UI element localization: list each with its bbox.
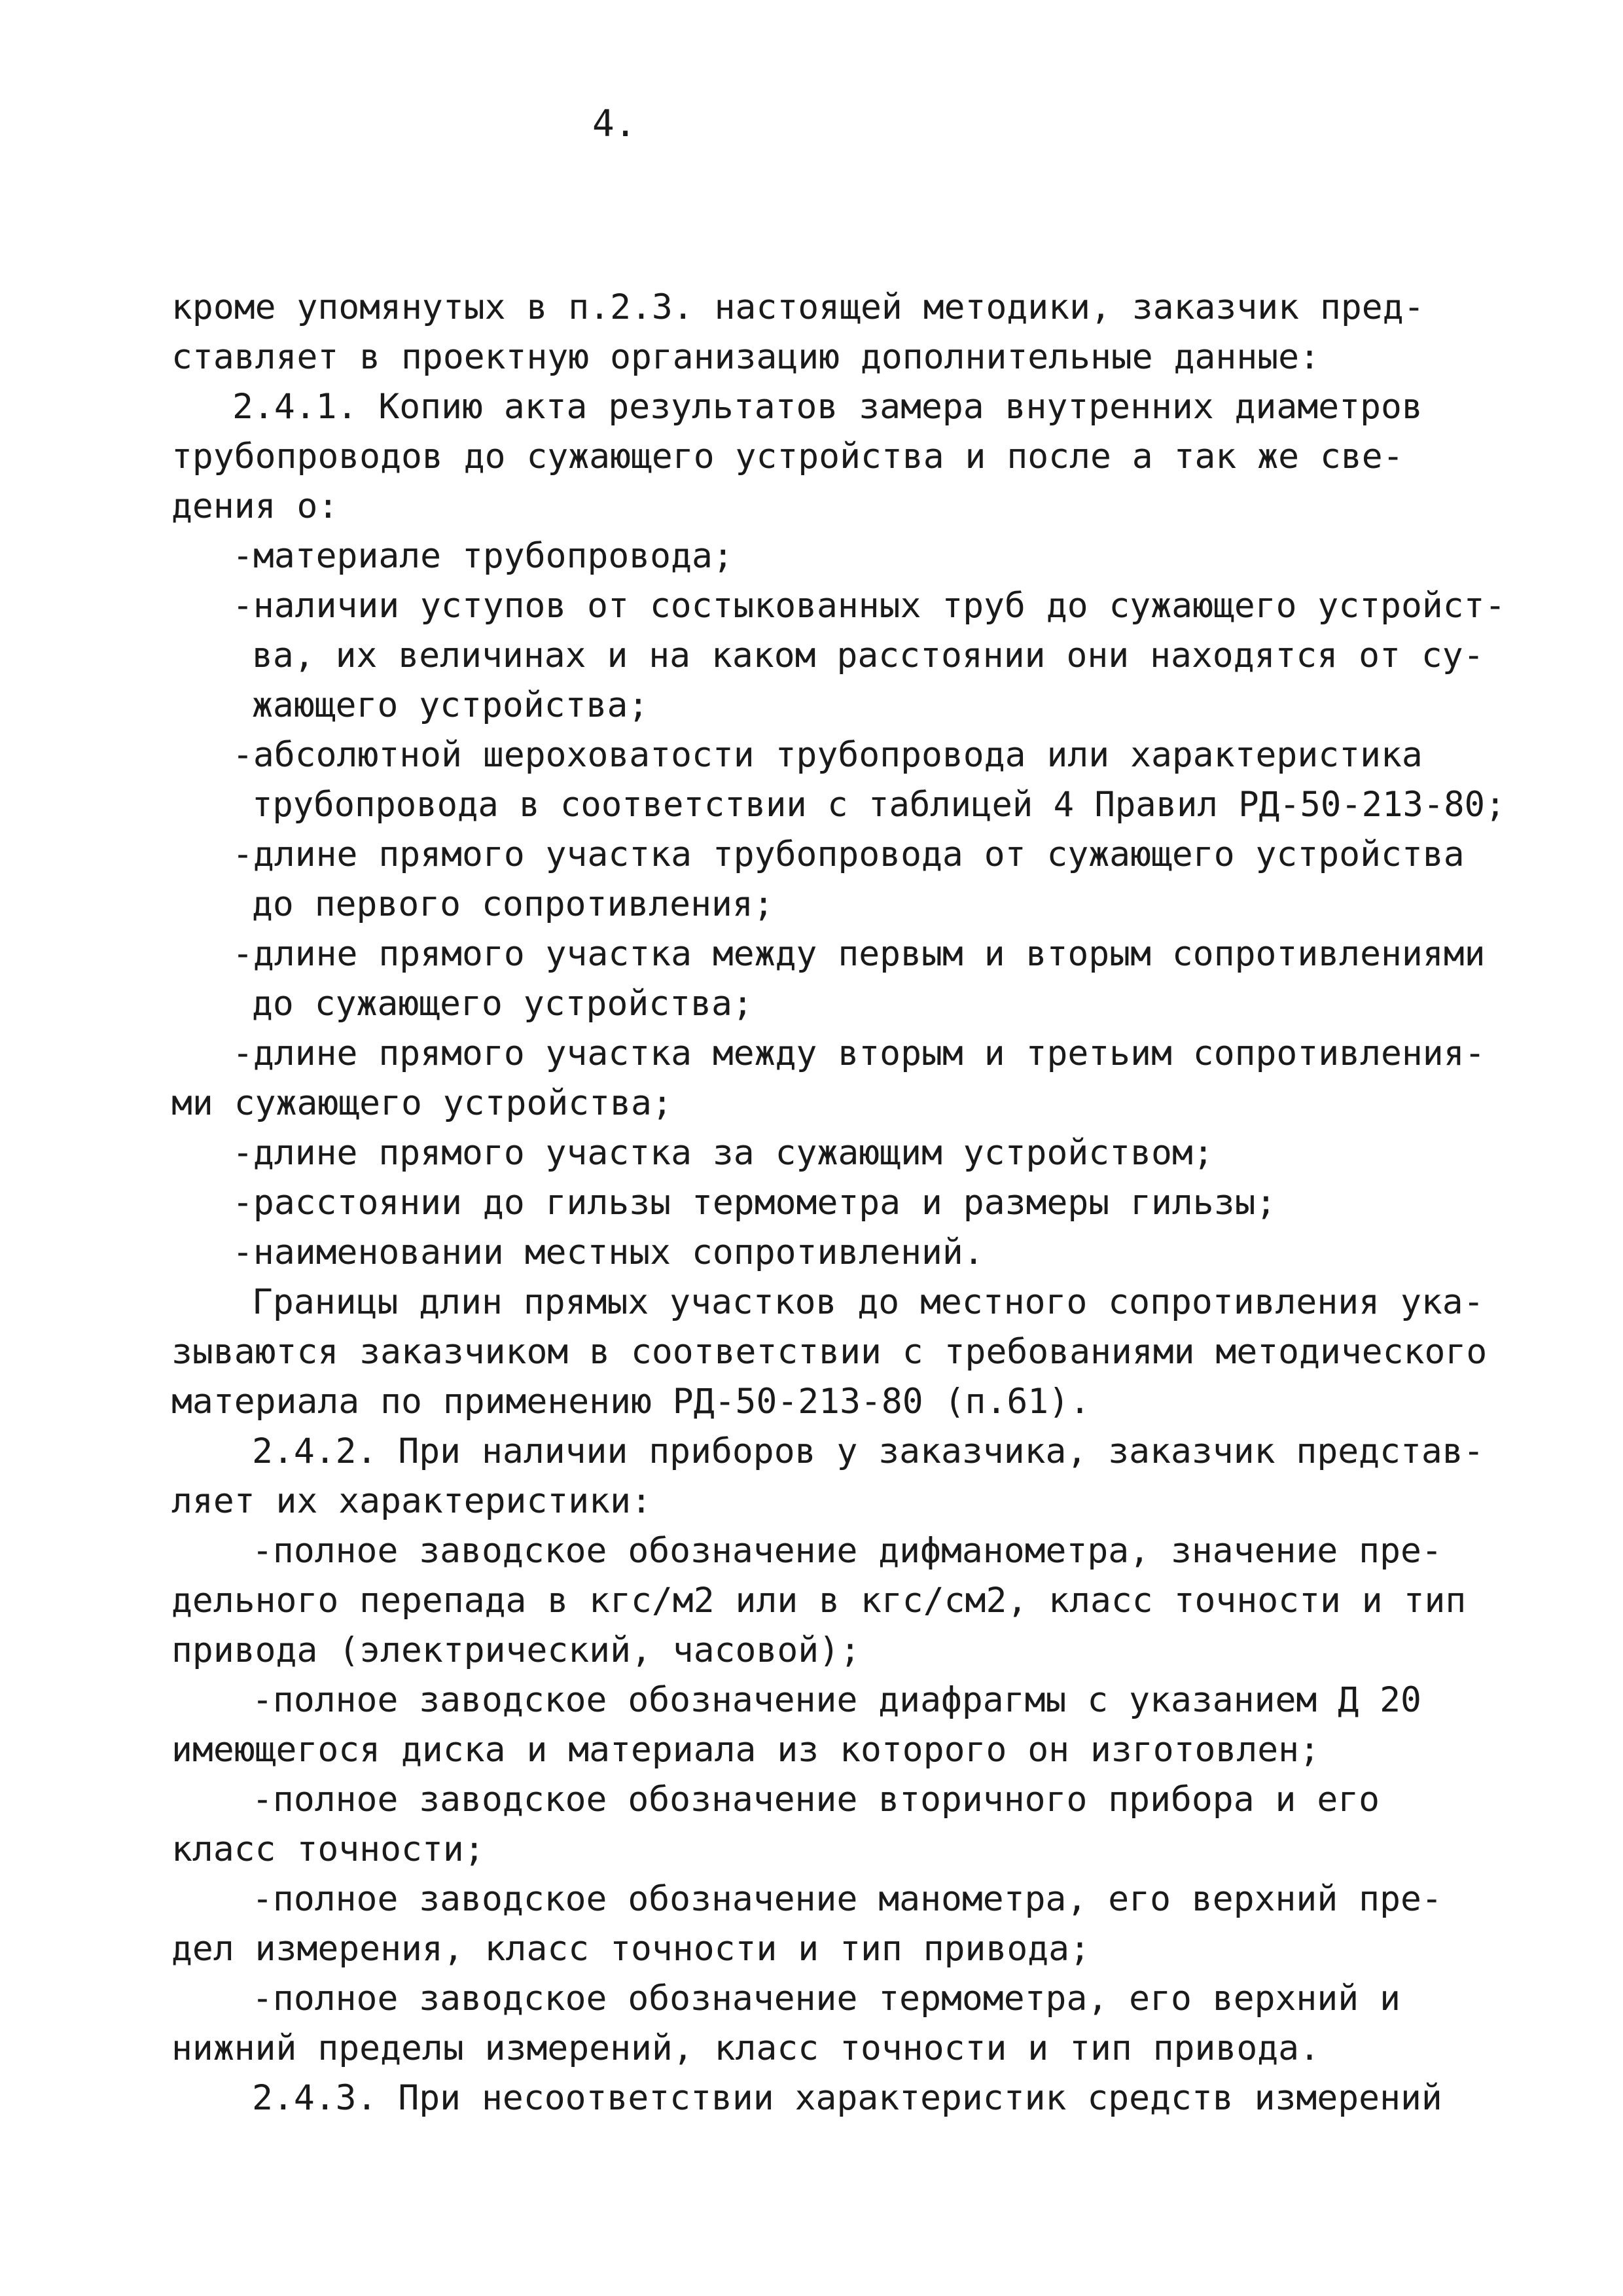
text-line: -наименовании местных сопротивлений. — [232, 1232, 984, 1272]
text-line: ва, их величинах и на каком расстоянии они находятся от су- — [252, 636, 1484, 675]
text-line: нижний пределы измерений, класс точности и тип привода. — [171, 2028, 1320, 2068]
text-line: ляет их характеристики: — [171, 1481, 652, 1521]
text-line: кроме упомянутых в п.2.3. настоящей методики, заказчик пред- — [171, 287, 1425, 327]
text-line: -полное заводское обозначение дифманометра, значение пре- — [252, 1531, 1442, 1571]
text-line: -абсолютной шероховатости трубопровода или характеристика — [232, 735, 1423, 775]
text-line: 2.4.1. Копию акта результатов замера внутренних диаметров — [232, 387, 1423, 427]
text-line: ставляет в проектную организацию дополнительные данные: — [171, 337, 1320, 377]
text-line: трубопровода в соответствии с таблицей 4 Правил РД-50-213-80; — [252, 785, 1506, 825]
text-line: ми сужающего устройства; — [171, 1083, 673, 1123]
text-line: 2.4.3. При несоответствии характеристик средств измерений — [252, 2078, 1442, 2118]
text-line: -полное заводское обозначение манометра, его верхний пре- — [252, 1879, 1442, 1919]
text-line: материала по применению РД-50-213-80 (п.61). — [171, 1382, 1090, 1422]
text-line: дельного перепада в кгс/м2 или в кгс/см2, класс точности и тип — [171, 1581, 1467, 1621]
text-line: -длине прямого участка за сужающим устройством; — [232, 1133, 1214, 1173]
text-line: привода (электрический, часовой); — [171, 1630, 861, 1670]
text-line: класс точности; — [171, 1829, 485, 1869]
text-line: -длине прямого участка между первым и вторым сопротивлениями — [232, 934, 1486, 974]
text-line: -длине прямого участка между вторым и третьим сопротивления- — [232, 1033, 1486, 1073]
text-line: -наличии уступов от состыкованных труб до сужающего устройст- — [232, 586, 1506, 626]
text-line: дения о: — [171, 486, 339, 526]
text-line: дел измерения, класс точности и тип привода; — [171, 1929, 1090, 1969]
text-line: до первого сопротивления; — [252, 884, 774, 924]
text-line: трубопроводов до сужающего устройства и после а так же све- — [171, 437, 1404, 476]
text-line: 2.4.2. При наличии приборов у заказчика, заказчик представ- — [252, 1431, 1484, 1471]
text-line: -полное заводское обозначение вторичного прибора и его — [252, 1780, 1380, 1820]
page-number: 4. — [592, 103, 637, 145]
text-line: -материале трубопровода; — [232, 536, 734, 576]
text-line: зываются заказчиком в соответствии с требованиями методического — [171, 1332, 1488, 1372]
text-line: имеющегося диска и материала из которого он изготовлен; — [171, 1730, 1320, 1770]
text-line: -полное заводское обозначение диафрагмы с указанием Д 20 — [252, 1680, 1421, 1720]
text-line: -длине прямого участка трубопровода от сужающего устройства — [232, 834, 1465, 874]
text-line: жающего устройства; — [252, 685, 649, 725]
text-line: -расстоянии до гильзы термометра и размеры гильзы; — [232, 1183, 1277, 1223]
text-line: до сужающего устройства; — [252, 984, 753, 1024]
text-line: -полное заводское обозначение термометра, его верхний и — [252, 1979, 1400, 2018]
text-line: Границы длин прямых участков до местного сопротивления ука- — [252, 1282, 1484, 1322]
